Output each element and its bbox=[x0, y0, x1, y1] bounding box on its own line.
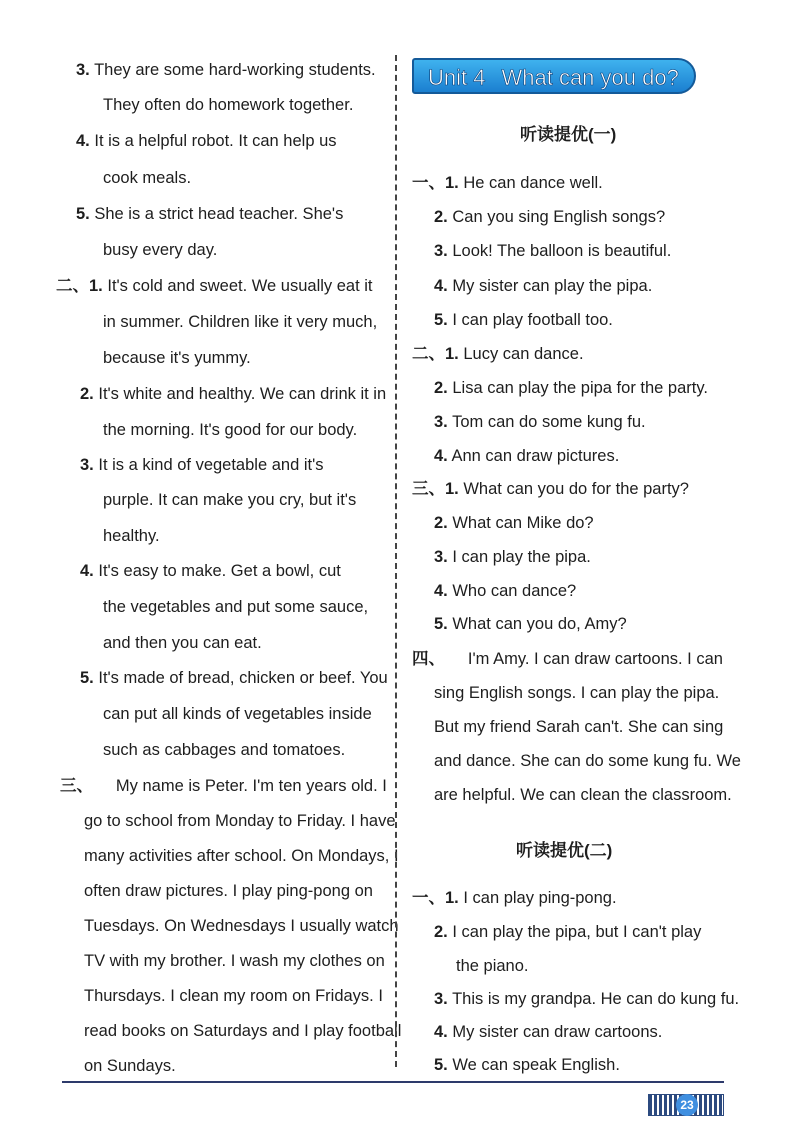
unit-heading: Unit 4 What can you do? bbox=[428, 65, 679, 90]
left-line-10: 2. It's white and healthy. We can drink it in bbox=[80, 385, 387, 403]
left-line-22: go to school from Monday to Friday. I have bbox=[84, 812, 396, 830]
left-line-18: 5. It's made of bread, chicken or beef. You bbox=[80, 669, 388, 687]
right-line-2: 2. Can you sing English songs? bbox=[434, 208, 666, 226]
right-line-5: 5. I can play football too. bbox=[434, 311, 613, 329]
right-line-7: 2. Lisa can play the pipa for the party. bbox=[434, 379, 708, 397]
left-line-12: 3. It is a kind of vegetable and it's bbox=[80, 456, 324, 474]
left-line-27: Thursdays. I clean my room on Fridays. I bbox=[84, 987, 383, 1005]
right-line-24: 4. My sister can draw cartoons. bbox=[434, 1023, 663, 1041]
page-number: 23 bbox=[676, 1094, 698, 1116]
left-line-6: busy every day. bbox=[103, 241, 218, 259]
right-line-3: 3. Look! The balloon is beautiful. bbox=[434, 242, 672, 260]
left-line-23: many activities after school. On Mondays, I bbox=[84, 847, 399, 865]
right-line-22: the piano. bbox=[456, 957, 529, 975]
right-line-9: 4. Ann can draw pictures. bbox=[434, 447, 620, 465]
left-line-17: and then you can eat. bbox=[103, 634, 262, 652]
right-line-13: 4. Who can dance? bbox=[434, 582, 577, 600]
left-line-29: on Sundays. bbox=[84, 1057, 176, 1075]
right-line-6: 二、1. Lucy can dance. bbox=[412, 345, 584, 363]
bottom-rule bbox=[62, 1081, 724, 1083]
left-line-7: 二、1. It's cold and sweet. We usually eat it bbox=[56, 277, 373, 295]
left-line-26: TV with my brother. I wash my clothes on bbox=[84, 952, 385, 970]
left-line-20: such as cabbages and tomatoes. bbox=[103, 741, 346, 759]
right-line-8: 3. Tom can do some kung fu. bbox=[434, 413, 646, 431]
right-line-1: 一、1. He can dance well. bbox=[412, 174, 603, 192]
left-line-16: the vegetables and put some sauce, bbox=[103, 598, 369, 616]
left-line-28: read books on Saturdays and I play football bbox=[84, 1022, 402, 1040]
right-line-11: 2. What can Mike do? bbox=[434, 514, 594, 532]
right-line-15: 四、 I'm Amy. I can draw cartoons. I can bbox=[412, 650, 723, 668]
left-line-11: the morning. It's good for our body. bbox=[103, 421, 358, 439]
right-line-12: 3. I can play the pipa. bbox=[434, 548, 591, 566]
right-line-23: 3. This is my grandpa. He can do kung fu. bbox=[434, 990, 740, 1008]
left-line-1: 3. They are some hard-working students. bbox=[76, 61, 376, 79]
left-line-13: purple. It can make you cry, but it's bbox=[103, 491, 357, 509]
section-title-1: 听读提优(一) bbox=[520, 125, 617, 144]
left-line-25: Tuesdays. On Wednesdays I usually watch bbox=[84, 917, 399, 935]
left-line-14: healthy. bbox=[103, 527, 160, 545]
left-line-19: can put all kinds of vegetables inside bbox=[103, 705, 372, 723]
right-line-4: 4. My sister can play the pipa. bbox=[434, 277, 653, 295]
right-line-18: and dance. She can do some kung fu. We bbox=[434, 752, 741, 770]
left-line-21: 三、 My name is Peter. I'm ten years old. I bbox=[60, 777, 387, 795]
column-divider bbox=[395, 55, 397, 1067]
left-line-8: in summer. Children like it very much, bbox=[103, 313, 378, 331]
right-line-17: But my friend Sarah can't. She can sing bbox=[434, 718, 724, 736]
right-line-14: 5. What can you do, Amy? bbox=[434, 615, 627, 633]
left-line-2: They often do homework together. bbox=[103, 96, 354, 114]
right-line-25: 5. We can speak English. bbox=[434, 1056, 620, 1074]
section-title-2: 听读提优(二) bbox=[516, 841, 613, 860]
left-line-24: often draw pictures. I play ping-pong on bbox=[84, 882, 373, 900]
left-line-3: 4. It is a helpful robot. It can help us bbox=[76, 132, 337, 150]
left-line-15: 4. It's easy to make. Get a bowl, cut bbox=[80, 562, 341, 580]
right-line-20: 一、1. I can play ping-pong. bbox=[412, 889, 617, 907]
page-number-badge bbox=[648, 1094, 724, 1116]
right-line-21: 2. I can play the pipa, but I can't play bbox=[434, 923, 702, 941]
left-line-5: 5. She is a strict head teacher. She's bbox=[76, 205, 344, 223]
right-line-19: are helpful. We can clean the classroom. bbox=[434, 786, 732, 804]
left-line-9: because it's yummy. bbox=[103, 349, 251, 367]
right-line-10: 三、1. What can you do for the party? bbox=[412, 480, 689, 498]
left-line-4: cook meals. bbox=[103, 169, 192, 187]
right-line-16: sing English songs. I can play the pipa. bbox=[434, 684, 720, 702]
unit-banner bbox=[412, 58, 696, 94]
